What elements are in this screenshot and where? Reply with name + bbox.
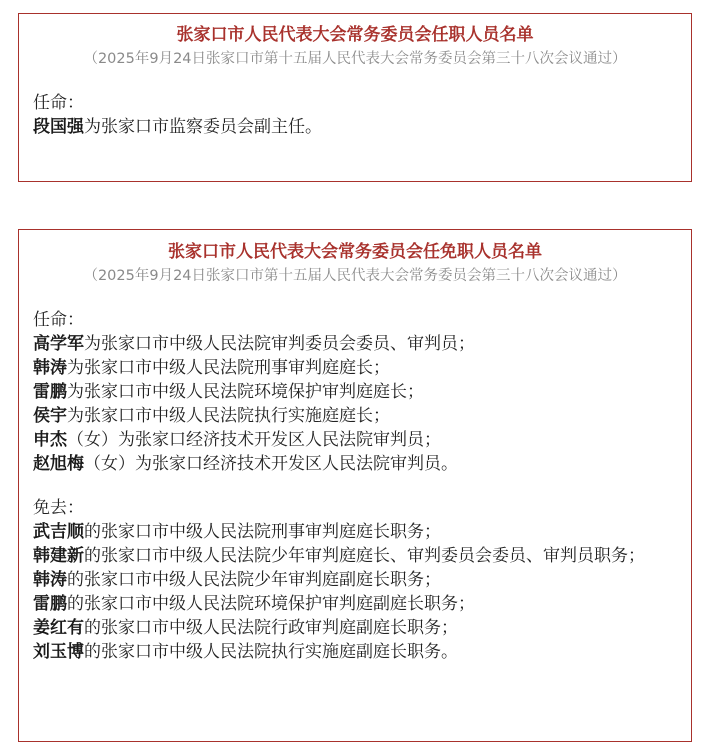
entry-text: 的张家口市中级人民法院行政审判庭副庭长职务； — [84, 618, 458, 638]
appointment-notice-card — [18, 13, 692, 182]
notice-subtitle: （2025年9月24日张家口市第十五届人民代表大会常务委员会第三十八次会议通过） — [83, 268, 627, 284]
list-item — [33, 404, 679, 428]
person-name: 武吉顺 — [33, 522, 84, 542]
entry-text: （女）为张家口经济技术开发区人民法院审判员。 — [84, 454, 458, 474]
appointment-list — [19, 115, 691, 139]
appoint-label: 任命： — [33, 93, 84, 113]
list-item — [33, 544, 679, 568]
list-item — [33, 616, 679, 640]
appointment-removal-notice-card — [18, 229, 692, 742]
person-name: 雷鹏 — [33, 594, 67, 614]
list-item — [33, 380, 679, 404]
notice-title: 张家口市人民代表大会常务委员会任职人员名单 — [176, 25, 534, 45]
person-name: 段国强 — [33, 117, 84, 137]
person-name: 高学军 — [33, 334, 84, 354]
person-name: 姜红有 — [33, 618, 84, 638]
list-item — [33, 452, 679, 476]
person-name: 侯宇 — [33, 406, 67, 426]
person-name: 韩涛 — [33, 358, 67, 378]
list-item — [33, 428, 679, 452]
entry-text: （女）为张家口经济技术开发区人民法院审判员； — [67, 430, 441, 450]
entry-text: 为张家口市中级人民法院审判委员会委员、审判员； — [84, 334, 475, 354]
person-name: 雷鹏 — [33, 382, 67, 402]
notice-subtitle: （2025年9月24日张家口市第十五届人民代表大会常务委员会第三十八次会议通过） — [83, 51, 627, 67]
entry-text: 为张家口市中级人民法院刑事审判庭庭长； — [67, 358, 390, 378]
entry-text: 为张家口市中级人民法院执行实施庭庭长； — [67, 406, 390, 426]
list-item — [33, 332, 679, 356]
entry-text: 的张家口市中级人民法院执行实施庭副庭长职务。 — [84, 642, 458, 662]
entry-text: 的张家口市中级人民法院环境保护审判庭副庭长职务； — [67, 594, 475, 614]
person-name: 韩建新 — [33, 546, 84, 566]
entry-text: 的张家口市中级人民法院少年审判庭副庭长职务； — [67, 570, 441, 590]
list-item — [33, 640, 679, 664]
entry-text: 为张家口市中级人民法院环境保护审判庭庭长； — [67, 382, 424, 402]
appointment-list — [19, 332, 691, 476]
person-name: 韩涛 — [33, 570, 67, 590]
list-item — [33, 356, 679, 380]
entry-text: 的张家口市中级人民法院刑事审判庭庭长职务； — [84, 522, 441, 542]
person-name: 刘玉博 — [33, 642, 84, 662]
removal-list — [19, 520, 691, 664]
person-name: 申杰 — [33, 430, 67, 450]
list-item — [33, 568, 679, 592]
person-name: 赵旭梅 — [33, 454, 84, 474]
notice-title: 张家口市人民代表大会常务委员会任免职人员名单 — [168, 242, 542, 262]
remove-label: 免去： — [33, 498, 84, 518]
appoint-label: 任命： — [33, 310, 84, 330]
list-item — [33, 520, 679, 544]
list-item — [33, 115, 679, 139]
entry-text: 的张家口市中级人民法院少年审判庭庭长、审判委员会委员、审判员职务； — [84, 546, 645, 566]
list-item — [33, 592, 679, 616]
entry-text: 为张家口市监察委员会副主任。 — [84, 117, 322, 137]
